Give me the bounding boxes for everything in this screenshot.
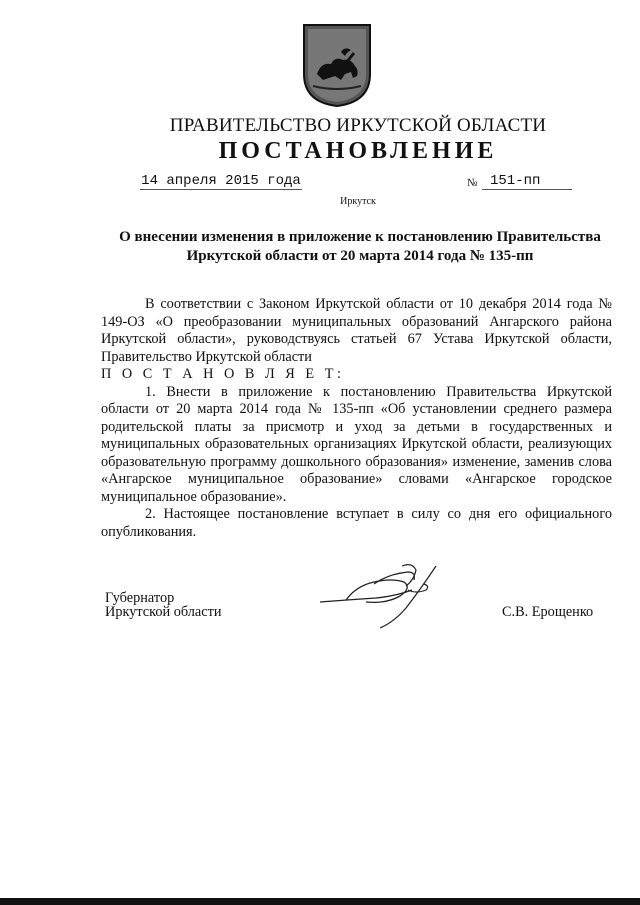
signer-position-line2: Иркутской области [105, 604, 222, 620]
item-2-paragraph: 2. Настоящее постановление вступает в силу со дня его официального опубликования. [101, 506, 612, 540]
document-title [100, 228, 620, 266]
scan-edge-bar [0, 898, 640, 905]
handwritten-signature-icon [316, 560, 446, 632]
government-name: ПРАВИТЕЛЬСТВО ИРКУТСКОЙ ОБЛАСТИ [169, 115, 547, 136]
document-date: 14 апреля 2015 года [141, 173, 301, 189]
document-body [101, 296, 612, 541]
signer-name: С.В. Ерощенко [502, 604, 594, 620]
signer-position [105, 591, 222, 619]
document-city: Иркутск [340, 196, 376, 207]
item-1-paragraph: 1. Внести в приложение к постановлению Правительства Иркутской области от 20 марта 2014 года № 135-пп «Об установлении среднего размера родительской платы за присмотр и уход за детьми в государственных и муниципальных образовательных организациях Иркутской области, реализующих образовательную программу дошкольного образования» изменение, заменив слова «Ангарское муниципальное образование» словами «Ангарское городское муниципальное образование». [101, 383, 612, 505]
decree-word: П О С Т А Н О В Л Я Е Т: [101, 366, 345, 382]
preamble-paragraph: В соответствии с Законом Иркутской области от 10 декабря 2014 года № 149-ОЗ «О преобразовании муниципальных образований Ангарского района Иркутской области», руководствуясь статьей 67 Устава Иркутской области, Правительство Иркутской области [101, 296, 612, 365]
document-title-line1: О внесении изменения в приложение к постановлению Правительства [119, 229, 601, 245]
irkutsk-coat-of-arms-icon [301, 22, 373, 108]
document-title-line2: Иркутской области от 20 марта 2014 года № 135-пп [186, 248, 534, 264]
document-number: 151-пп [482, 173, 572, 190]
signer-position-line1: Губернатор [105, 590, 175, 606]
document-type: ПОСТАНОВЛЕНИЕ [218, 138, 498, 164]
number-sign: № [467, 177, 478, 189]
